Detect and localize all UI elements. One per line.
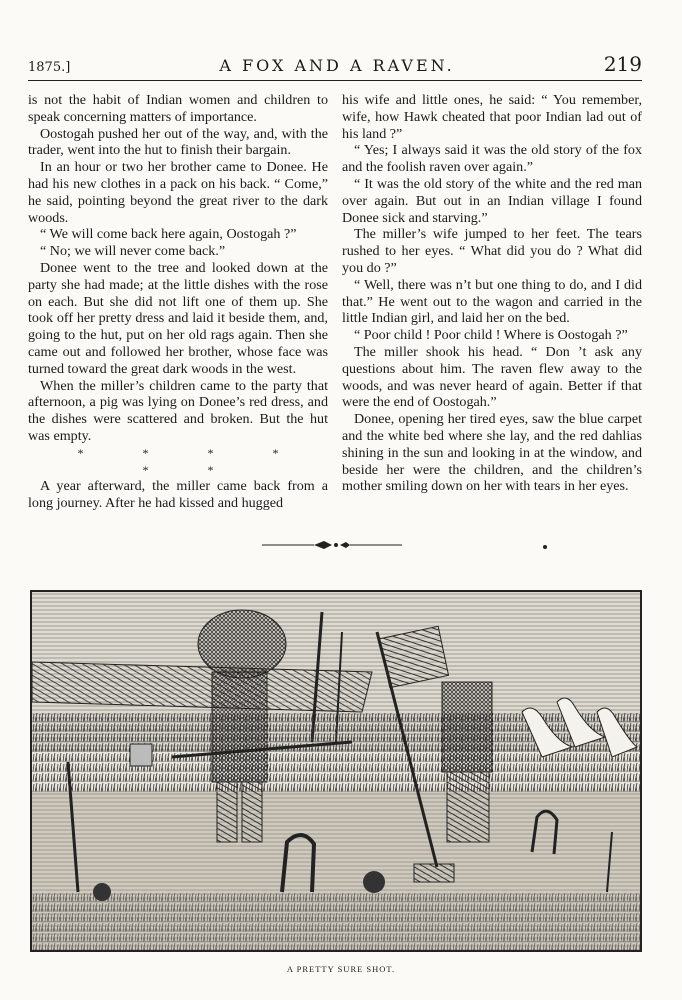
section-break: * * * * * * xyxy=(77,445,307,477)
paragraph: The miller’s wife jumped to her feet. The tears rushed to her eyes. “ What did you do ? What did you do ?” xyxy=(342,226,642,276)
paragraph: When the miller’s children came to the party that afternoon, a pig was lying on Donee’s red dress, and the dishes were scattered and broken. But the hut was empty. xyxy=(28,377,328,444)
paragraph: “ Well, there was n’t but one thing to do, and I did that.” He went out to the wagon and carried in the little Indian girl, and laid her on the bed. xyxy=(342,276,642,327)
header-year: 1875.] xyxy=(28,60,71,75)
column-right xyxy=(342,92,642,502)
croquet-scene xyxy=(32,592,640,950)
paragraph: Donee, opening her tired eyes, saw the blue carpet and the white bed where she lay, and the red dahlias shining in the sun and looking in at the window, and beside her were the children, and the children’s mother smiling down on her with tears in her eyes. xyxy=(342,411,642,495)
paragraph: “ Poor child ! Poor child ! Where is Oostogah ?” xyxy=(354,327,628,344)
paragraph: is not the habit of Indian women and children to speak concerning matters of importance. xyxy=(28,92,328,125)
paragraph: Oostogah pushed her out of the way, and, with the trader, went into the hut to finish their bargain. xyxy=(28,125,328,159)
column-left xyxy=(28,92,328,512)
illustration-caption: A PRETTY SURE SHOT. xyxy=(286,964,396,974)
paragraph: In an hour or two her brother came to Donee. He had his new clothes in a pack on his back. “ Come,” he said, pointing beyond the great river to the dark woods. xyxy=(28,159,328,226)
header-title: A FOX AND A RAVEN. xyxy=(219,56,455,75)
paragraph: his wife and little ones, he said: “ You remember, wife, how Hawk cheated that poor Indian lad out of his land ?” xyxy=(342,92,642,142)
paragraph: “ No; we will never come back.” xyxy=(40,243,226,260)
paragraph: “ We will come back here again, Oostogah ?” xyxy=(40,226,297,243)
header-rule xyxy=(28,80,642,81)
paragraph: “ It was the old story of the white and the red man over again. But out in an Indian village I found Donee sick and starving.” xyxy=(342,175,642,226)
engraving-illustration xyxy=(30,590,642,952)
text-columns xyxy=(28,92,642,512)
paragraph: Donee went to the tree and looked down at the party she had made; at the little dishes with the rose on each. But she did not lift one of them up. She took off her pretty dress and laid it beside them, and, going to the hut, put on her old rags again. Then she came out and followed her brother, whose face was turned toward the great dark woods in the west. xyxy=(28,259,328,377)
running-header xyxy=(28,52,642,76)
paragraph: The miller shook his head. “ Don ’t ask any questions about him. The raven flew away to the woods, and was never heard of again. Better if that were the end of Oostogah.” xyxy=(342,343,642,411)
ornament-divider xyxy=(262,538,402,552)
paragraph: A year afterward, the miller came back from a long journey. After he had kissed and hugged xyxy=(28,478,328,512)
stray-dot xyxy=(543,545,547,549)
paragraph: “ Yes; I always said it was the old story of the fox and the foolish raven over again.” xyxy=(342,142,642,176)
page-number: 219 xyxy=(603,52,642,76)
